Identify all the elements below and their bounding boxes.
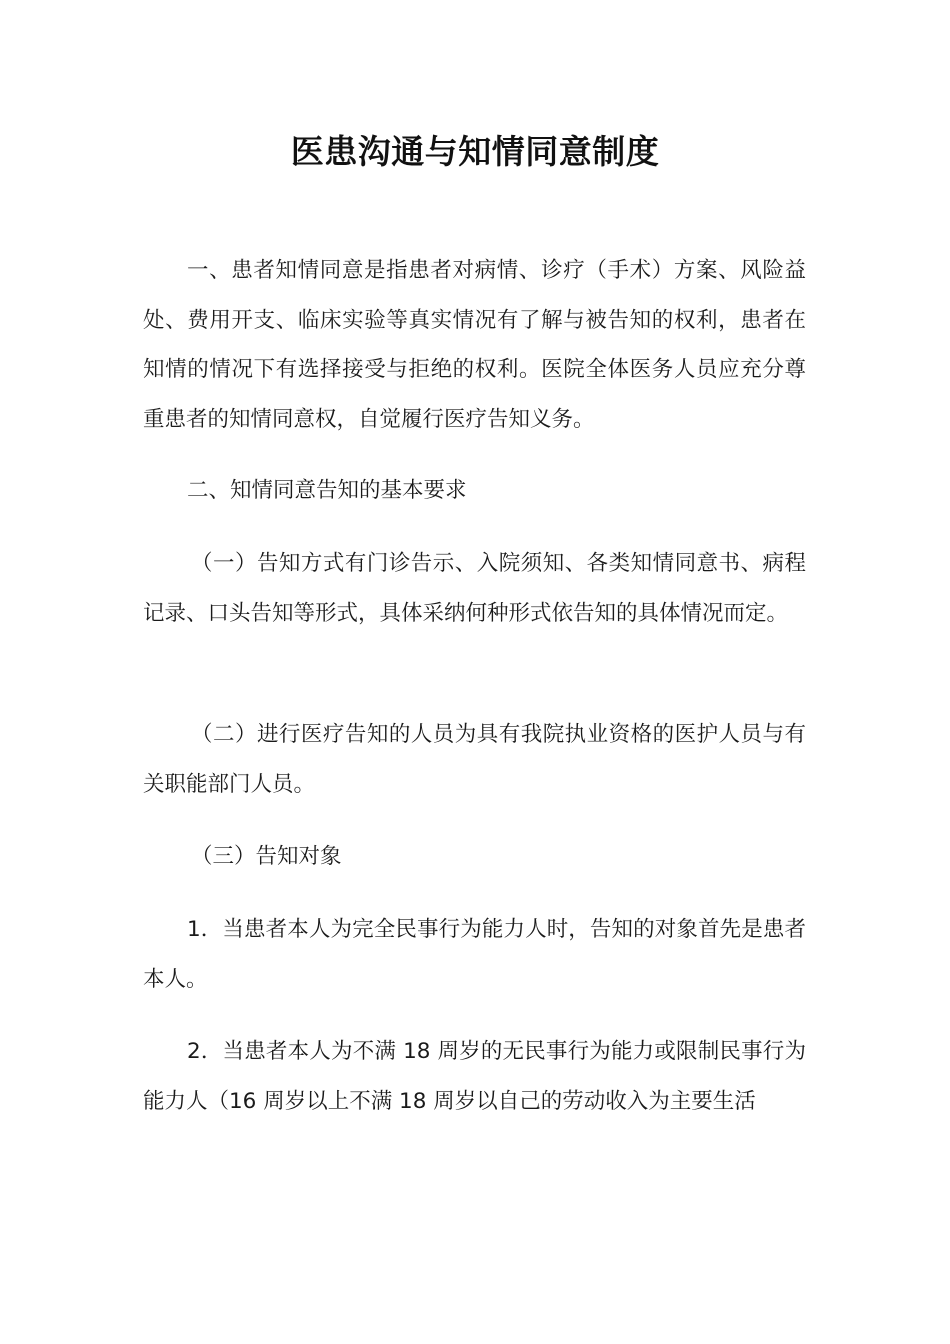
paragraph-section-1: 一、患者知情同意是指患者对病情、诊疗（手术）方案、风险益处、费用开支、临床实验等真实情况有了解与被告知的权利，患者在知情的情况下有选择接受与拒绝的权利。医院全体医务人员应充分尊重患者的知情同意权，自觉履行医疗告知义务。 bbox=[143, 258, 806, 432]
paragraph-item-2: （二）进行医疗告知的人员为具有我院执业资格的医护人员与有关职能部门人员。 bbox=[143, 722, 806, 797]
document-title: 医患沟通与知情同意制度 bbox=[290, 132, 660, 171]
paragraph-section-2-heading: 二、知情同意告知的基本要求 bbox=[187, 478, 467, 503]
paragraph-subitem-2: 2．当患者本人为不满 18 周岁的无民事行为能力或限制民事行为能力人（16 周岁以上不满 18 周岁以自己的劳动收入为主要生活 bbox=[143, 1039, 806, 1114]
paragraph-item-3-heading: （三）告知对象 bbox=[191, 844, 342, 869]
paragraph-item-1: （一）告知方式有门诊告示、入院须知、各类知情同意书、病程记录、口头告知等形式，具体采纳何种形式依告知的具体情况而定。 bbox=[143, 551, 806, 626]
paragraph-subitem-1: 1．当患者本人为完全民事行为能力人时，告知的对象首先是患者本人。 bbox=[143, 917, 806, 992]
